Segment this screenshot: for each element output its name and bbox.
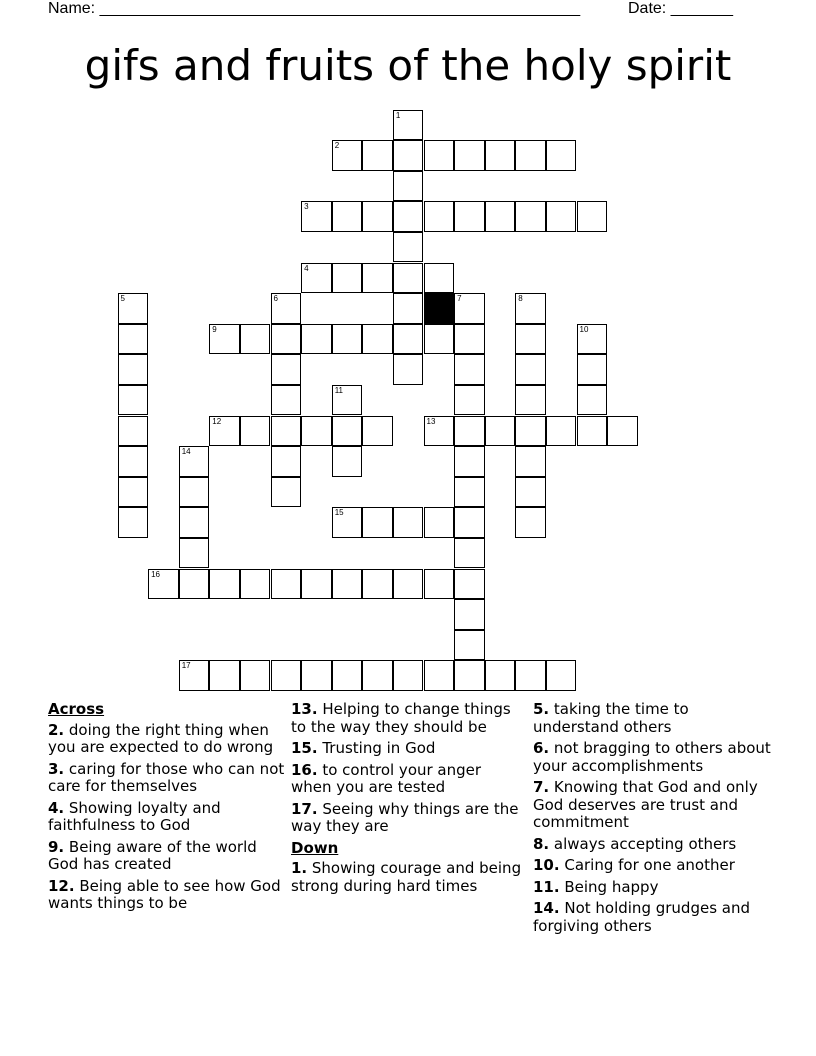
clue-item-text: Trusting in God — [317, 739, 436, 757]
clue-number: 1 — [395, 110, 401, 120]
clue-item — [291, 860, 526, 895]
clue-item — [48, 839, 286, 874]
crossword-cell[interactable] — [301, 569, 332, 600]
clue-item — [533, 740, 773, 775]
crossword-cell[interactable] — [332, 446, 363, 477]
crossword-cell[interactable] — [515, 477, 546, 508]
crossword-cell[interactable] — [515, 354, 546, 385]
crossword-cell[interactable] — [118, 416, 149, 447]
clue-item-number: 9. — [48, 837, 65, 856]
clue-number: 9 — [212, 324, 217, 334]
crossword-cell[interactable] — [515, 385, 546, 416]
crossword-cell[interactable] — [118, 446, 149, 477]
clue-item — [533, 900, 773, 935]
crossword-cell[interactable] — [148, 569, 179, 600]
clues-column-2 — [291, 701, 526, 899]
crossword-cell[interactable] — [271, 385, 302, 416]
crossword-cell[interactable] — [362, 660, 393, 691]
crossword-cell[interactable] — [271, 354, 302, 385]
crossword-cell[interactable] — [515, 660, 546, 691]
clue-item-text: doing the right thing when you are expected to do wrong — [48, 720, 274, 756]
clue-item-text: Showing loyalty and faithfulness to God — [48, 798, 221, 834]
clue-item-number: 7. — [533, 778, 550, 796]
crossword-cell[interactable] — [332, 140, 363, 171]
clue-number: 16 — [151, 569, 160, 579]
crossword-cell[interactable] — [393, 293, 424, 324]
clue-item-text: Being happy — [559, 877, 659, 896]
crossword-cell[interactable] — [485, 416, 516, 447]
crossword-cell[interactable] — [485, 201, 516, 232]
clue-number: 2 — [334, 141, 340, 151]
crossword-cell[interactable] — [454, 660, 485, 691]
crossword-cell[interactable] — [240, 416, 271, 447]
crossword-cell[interactable] — [332, 507, 363, 538]
crossword-cell[interactable] — [332, 569, 363, 600]
crossword-cell[interactable] — [271, 660, 302, 691]
clue-item-text: Being aware of the world God has created — [48, 837, 257, 873]
crossword-cell[interactable] — [454, 293, 485, 324]
clue-item — [291, 740, 526, 758]
clue-item — [533, 879, 773, 897]
crossword-cell[interactable] — [271, 446, 302, 477]
across-clue-list-continued — [291, 701, 526, 836]
clue-item-text: not bragging to others about your accomplishments — [533, 739, 771, 775]
clue-item-number: 2. — [48, 720, 65, 739]
clue-item — [291, 762, 526, 797]
crossword-cell[interactable] — [454, 538, 485, 569]
crossword-cell[interactable] — [362, 507, 393, 538]
crossword-cell[interactable] — [577, 201, 608, 232]
clue-item — [48, 878, 286, 913]
crossword-cell[interactable] — [179, 446, 210, 477]
crossword-cell[interactable] — [454, 630, 485, 661]
crossword-cell[interactable] — [118, 354, 149, 385]
crossword-cell[interactable] — [515, 416, 546, 447]
clue-item-number: 15. — [291, 739, 318, 757]
clue-item-number: 5. — [533, 700, 550, 718]
crossword-cell[interactable] — [515, 293, 546, 324]
clue-item-text: Helping to change things to the way they should be — [291, 700, 511, 736]
clues-column-1 — [48, 701, 286, 917]
date-field-label: Date: _______ — [628, 0, 733, 17]
crossword-cell[interactable] — [179, 477, 210, 508]
crossword-cell[interactable] — [362, 416, 393, 447]
crossword-cell[interactable] — [454, 599, 485, 630]
down-heading: Down — [291, 838, 339, 857]
crossword-cell[interactable] — [546, 140, 577, 171]
crossword-cell[interactable] — [424, 263, 455, 294]
crossword-cell[interactable] — [209, 416, 240, 447]
clues-column-3 — [533, 701, 773, 939]
crossword-cell[interactable] — [332, 416, 363, 447]
crossword-cell[interactable] — [454, 140, 485, 171]
clue-item-number: 3. — [48, 759, 65, 778]
crossword-cell[interactable] — [393, 660, 424, 691]
crossword-cell[interactable] — [362, 201, 393, 232]
crossword-cell[interactable] — [362, 263, 393, 294]
crossword-cell[interactable] — [577, 385, 608, 416]
crossword-cell[interactable] — [301, 660, 332, 691]
crossword-cell[interactable] — [209, 660, 240, 691]
crossword-cell[interactable] — [179, 660, 210, 691]
clue-item-number: 10. — [533, 856, 560, 874]
crossword-cell[interactable] — [454, 324, 485, 355]
clue-number: 13 — [426, 416, 436, 426]
crossword-cell[interactable] — [393, 201, 424, 232]
clue-number: 4 — [304, 263, 309, 273]
clue-item-number: 8. — [533, 834, 550, 853]
clue-item-number: 14. — [533, 899, 560, 917]
clue-item-number: 4. — [48, 798, 65, 817]
clue-item-number: 11. — [533, 877, 560, 896]
across-heading: Across — [48, 700, 105, 718]
crossword-cell[interactable] — [271, 477, 302, 508]
crossword-cell[interactable] — [301, 263, 332, 294]
clue-item-text: Caring for one another — [559, 856, 735, 874]
crossword-cell[interactable] — [424, 569, 455, 600]
crossword-cell[interactable] — [515, 324, 546, 355]
crossword-cell[interactable] — [332, 201, 363, 232]
crossword-cell[interactable] — [546, 416, 577, 447]
clue-item — [533, 701, 773, 736]
crossword-cell[interactable] — [546, 660, 577, 691]
crossword-cell[interactable] — [454, 446, 485, 477]
clue-number: 8 — [518, 294, 523, 304]
crossword-cell[interactable] — [454, 416, 485, 447]
clue-item-text: taking the time to understand others — [533, 700, 689, 736]
clue-number: 10 — [579, 324, 589, 334]
crossword-cell[interactable] — [454, 385, 485, 416]
across-clue-list — [48, 722, 286, 913]
crossword-cell[interactable] — [332, 324, 363, 355]
clue-item-text: Knowing that God and only God deserves are trust and commitment — [533, 778, 758, 831]
clue-item-text: Seeing why things are the way they are — [291, 799, 519, 835]
clue-item — [48, 800, 286, 835]
crossword-cell[interactable] — [393, 324, 424, 355]
name-field-label: Name: ______________________________________________________ — [48, 0, 581, 17]
crossword-cell[interactable] — [485, 140, 516, 171]
crossword-cell[interactable] — [271, 416, 302, 447]
clue-item-number: 6. — [533, 739, 550, 757]
crossword-cell[interactable] — [454, 477, 485, 508]
black-square — [424, 293, 455, 324]
crossword-cell[interactable] — [301, 324, 332, 355]
clue-item — [533, 857, 773, 875]
clue-item-text: caring for those who can not care for themselves — [48, 759, 285, 795]
clue-number: 6 — [273, 294, 278, 304]
clue-item-number: 17. — [291, 799, 318, 818]
crossword-cell[interactable] — [271, 293, 302, 324]
down-clue-list-continued — [533, 701, 773, 935]
crossword-cell[interactable] — [393, 110, 424, 141]
clue-item-number: 16. — [291, 760, 318, 779]
crossword-cell[interactable] — [424, 140, 455, 171]
clue-item — [291, 701, 526, 736]
crossword-cell[interactable] — [393, 140, 424, 171]
crossword-cell[interactable] — [546, 201, 577, 232]
down-clue-list — [291, 860, 526, 895]
clue-number: 15 — [334, 508, 344, 518]
clue-number: 5 — [120, 294, 125, 304]
crossword-cell[interactable] — [301, 201, 332, 232]
crossword-cell[interactable] — [393, 171, 424, 202]
crossword-cell[interactable] — [118, 324, 149, 355]
crossword-cell[interactable] — [393, 232, 424, 263]
crossword-cell[interactable] — [454, 507, 485, 538]
crossword-cell[interactable] — [577, 354, 608, 385]
crossword-cell[interactable] — [515, 140, 546, 171]
crossword-cell[interactable] — [118, 477, 149, 508]
clue-item-text: Being able to see how God wants things to be — [48, 876, 281, 912]
crossword-cell[interactable] — [209, 569, 240, 600]
crossword-cell[interactable] — [424, 660, 455, 691]
crossword-cell[interactable] — [454, 201, 485, 232]
crossword-cell[interactable] — [424, 416, 455, 447]
clue-item-number: 12. — [48, 876, 75, 895]
crossword-cell[interactable] — [607, 416, 638, 447]
crossword-cell[interactable] — [393, 507, 424, 538]
crossword-cell[interactable] — [454, 569, 485, 600]
puzzle-title: gifs and fruits of the holy spirit — [84, 41, 732, 90]
crossword-cell[interactable] — [424, 324, 455, 355]
crossword-cell[interactable] — [118, 385, 149, 416]
crossword-cell[interactable] — [301, 416, 332, 447]
clue-item — [291, 801, 526, 836]
crossword-cell[interactable] — [515, 507, 546, 538]
clue-item-text: always accepting others — [549, 834, 737, 853]
clue-item — [533, 836, 773, 854]
clue-item — [48, 722, 286, 757]
crossword-cell[interactable] — [577, 416, 608, 447]
clue-number: 3 — [304, 202, 309, 212]
clue-number: 14 — [181, 447, 191, 457]
crossword-cell[interactable] — [240, 569, 271, 600]
crossword-cell[interactable] — [240, 660, 271, 691]
crossword-cell[interactable] — [577, 324, 608, 355]
clue-item — [48, 761, 286, 796]
clue-item-number: 13. — [291, 700, 318, 718]
crossword-cell[interactable] — [240, 324, 271, 355]
clue-number: 12 — [212, 416, 222, 426]
crossword-cell[interactable] — [515, 446, 546, 477]
crossword-cell[interactable] — [271, 569, 302, 600]
clue-number: 11 — [334, 385, 343, 395]
crossword-cell[interactable] — [179, 507, 210, 538]
crossword-cell[interactable] — [485, 660, 516, 691]
crossword-cell[interactable] — [362, 569, 393, 600]
crossword-cell[interactable] — [424, 507, 455, 538]
crossword-cell[interactable] — [118, 293, 149, 324]
crossword-cell[interactable] — [515, 201, 546, 232]
crossword-cell[interactable] — [393, 354, 424, 385]
clue-item — [533, 779, 773, 832]
clue-number: 7 — [457, 294, 462, 304]
crossword-cell[interactable] — [332, 385, 363, 416]
crossword-cell[interactable] — [424, 201, 455, 232]
clue-item-text: to control your anger when you are tested — [291, 760, 482, 796]
crossword-cell[interactable] — [209, 324, 240, 355]
crossword-cell[interactable] — [271, 324, 302, 355]
crossword-cell[interactable] — [179, 538, 210, 569]
clue-number: 17 — [181, 661, 191, 671]
crossword-cell[interactable] — [362, 140, 393, 171]
crossword-cell[interactable] — [393, 263, 424, 294]
crossword-cell[interactable] — [393, 569, 424, 600]
crossword-cell[interactable] — [362, 324, 393, 355]
clue-item-text: Not holding grudges and forgiving others — [533, 899, 751, 935]
crossword-cell[interactable] — [454, 354, 485, 385]
crossword-cell[interactable] — [179, 569, 210, 600]
crossword-cell[interactable] — [118, 507, 149, 538]
clue-item-number: 1. — [291, 859, 308, 877]
crossword-cell[interactable] — [332, 660, 363, 691]
clue-item-text: Showing courage and being strong during hard times — [291, 859, 522, 895]
crossword-cell[interactable] — [332, 263, 363, 294]
